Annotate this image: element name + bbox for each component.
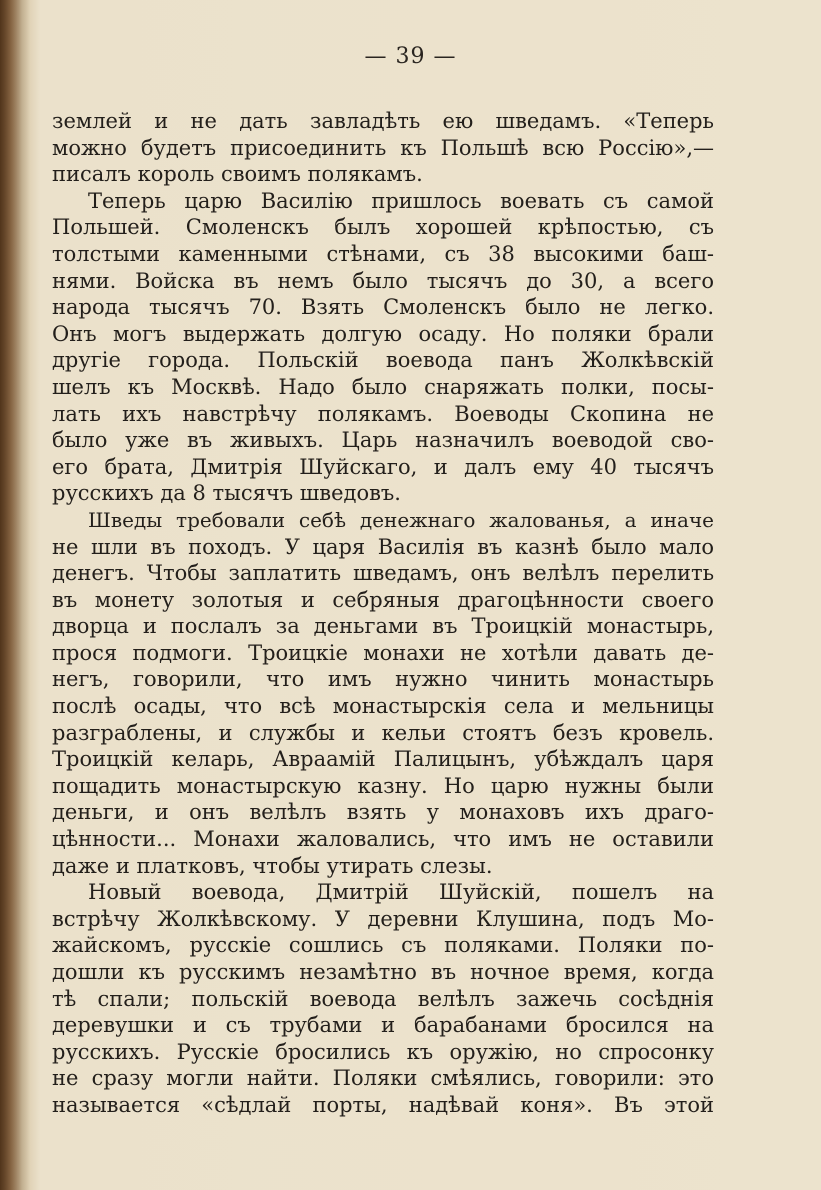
text-line: деньги, и онъ велѣлъ взять у монаховъ ихъ драго-	[52, 800, 714, 825]
text-line: народа тысячъ 70. Взять Смоленскъ было не легко.	[52, 295, 714, 320]
text-line: писалъ король своимъ полякамъ.	[52, 162, 423, 187]
text-line: негъ, говорили, что имъ нужно чинить монастырь	[52, 667, 714, 692]
text-line: называется «сѣдлай порты, надѣвай коня». Въ этой	[52, 1092, 714, 1117]
text-line: даже и платковъ, чтобы утирать слезы.	[52, 853, 493, 878]
text-line: русскихъ. Русскіе бросились къ оружію, но спросонку	[52, 1039, 714, 1064]
text-line: жайскомъ, русскіе сошлись съ поляками. Поляки по-	[52, 933, 714, 958]
text-line: дошли къ русскимъ незамѣтно въ ночное время, когда	[52, 960, 714, 984]
text-line: послѣ осады, что всѣ монастырскія села и мельницы	[52, 694, 714, 719]
text-line: денегъ. Чтобы заплатить шведамъ, онъ велѣлъ перелить	[52, 561, 714, 586]
text-line: было уже въ живыхъ. Царь назначилъ воеводой сво-	[52, 428, 714, 453]
text-line: деревушки и съ трубами и барабанами бросился на	[52, 1013, 714, 1038]
text-line: дворца и послалъ за деньгами въ Троицкій монастырь,	[52, 614, 714, 639]
text-line: шелъ къ Москвѣ. Надо было снаряжать полки, посы-	[52, 374, 714, 399]
text-line: Троицкій келарь, Авраамій Палицынъ, убѣждалъ царя	[52, 747, 714, 772]
text-line: Теперь царю Василію пришлось воевать съ самой	[88, 188, 714, 213]
text-line: не шли въ походъ. У царя Василія въ казнѣ было мало	[52, 534, 714, 559]
text-line: Шведы требовали себѣ денежнаго жалованья, а иначе	[88, 507, 714, 532]
text-line: землей и не дать завладѣть ею шведамъ. «Теперь	[52, 109, 714, 133]
text-line: лать ихъ навстрѣчу полякамъ. Воеводы Скопина не	[52, 401, 714, 426]
spine-shadow	[0, 0, 30, 1190]
text-line: пощадить монастырскую казну. Но царю нужны были	[52, 773, 714, 798]
text-line: тѣ спали; польскій воевода велѣлъ зажечь сосѣднія	[52, 986, 714, 1011]
text-line: Польшей. Смоленскъ былъ хорошей крѣпостью, съ	[52, 215, 714, 240]
page-number: — 39 —	[364, 44, 457, 69]
text-line: Онъ могъ выдержать долгую осаду. Но поляки брали	[52, 321, 714, 346]
text-line: русскихъ да 8 тысячъ шведовъ.	[52, 481, 401, 506]
body-text	[52, 108, 714, 1119]
text-line: въ монету золотыя и себряныя драгоцѣнности своего	[52, 587, 714, 612]
text-line: встрѣчу Жолкѣвскому. У деревни Клушина, подъ Мо-	[52, 906, 714, 931]
text-line: прося подмоги. Троицкіе монахи не хотѣли давать де-	[52, 640, 714, 665]
text-line: не сразу могли найти. Поляки смѣялись, говорили: это	[52, 1066, 714, 1091]
text-line: другіе города. Польскій воевода панъ Жолкѣвскій	[52, 348, 714, 373]
text-line: толстыми каменными стѣнами, съ 38 высокими баш-	[52, 241, 714, 266]
text-line: нями. Войска въ немъ было тысячъ до 30, а всего	[52, 268, 714, 293]
text-line: можно будетъ присоединить къ Польшѣ всю Россію»,—	[52, 135, 714, 160]
text-line: Новый воевода, Дмитрій Шуйскій, пошелъ на	[88, 880, 714, 905]
text-line: цѣнности... Монахи жаловались, что имъ не оставили	[52, 827, 714, 852]
text-line: его брата, Дмитрія Шуйскаго, и далъ ему 40 тысячъ	[52, 454, 714, 479]
text-line: разграблены, и службы и кельи стоятъ безъ кровель.	[52, 720, 714, 745]
